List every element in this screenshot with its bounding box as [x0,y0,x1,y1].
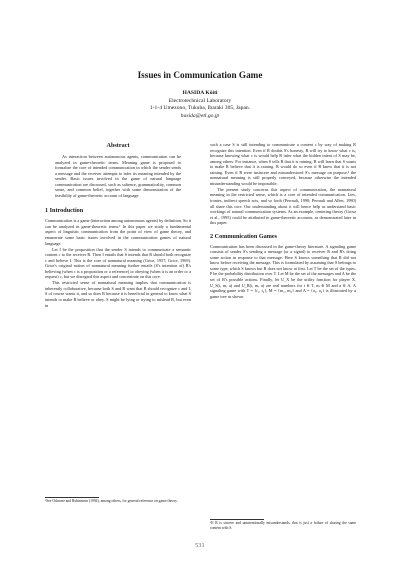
abstract-heading: Abstract [106,142,130,149]
section-1-paragraph: Communication is a game (interaction among autonomous agents) by definition. So it can be analyzed in game-theoretic terms.¹ In this paper we study a fundamental aspect of linguistic communication from the point of view of game theory, and enumerate some basic issues involved in the communication games of natural language. [45,218,191,246]
section-1-paragraph: The present study concerns this aspect of communication, the nonnatural meaning in the restricted sense, which is a core of intended communication. Lies, ironies, indirect speech acts, and so forth (Perrault, 1990; Perrault and Allen, 1980) all share this core. Our understanding about it will hence help us understand basic workings of natural communication systems. As an example, centering theory (Grosz et al., 1995) could be attributed to game-theoretic accounts, as demonstrated later in this paper. [210,186,356,226]
author-affiliation: Electrotechnical Laboratory [168,97,232,104]
right-column [210,142,356,299]
section-2-heading: 2 Communication Games [210,232,278,240]
section-1-heading: 1 Introduction [45,207,84,215]
author-email: hasida@etl.go.jp [180,112,220,119]
footnote-2: ²If R is sincere and unintentionally misunderstands, that is just a failure of sharing the same content with S. [210,521,356,530]
abstract-text: As interaction between autonomous agents, communication can be analyzed in game-theoretic terms. Meaning game is proposed to formalize the core of intended communication in which the sender sends a message and the receiver attempts to infer its meaning intended by the sender. Basic issues involved in the game of natural language communication are discussed, such as salience, grammaticality, common sense, and common belief, together with some demonstration of the feasibility of game-theoretic account of language. [55,154,181,198]
author-name: HASIDA Kôiti [182,90,218,96]
footnote-rule [45,497,99,498]
paper-title: Issues in Communication Game [137,70,263,80]
continued-paragraph: such a case S is still intending to communicate a content c by way of making R recognize this intention. Even if R doubts S's honesty, R will try to know what c is, because knowing what c is would help R infer what the hidden intent of S may be, among others. For instance, when S tells R that it is raining, R will learn that S wants to make R believe that it is raining. R would do so even if R knew that it is not raining. Even if R were insincere and misunderstood S's message on purpose,² the nonnatural meaning is still properly conveyed, because otherwise the intended misunderstanding would be impossible. [210,142,356,186]
abstract-body [45,154,191,198]
section-1-paragraph: Let I be the proposition that the sender S intends to communicate a semantic content c to the receiver R. Then I entails that S intends that R should both recognize c and believe I. This is the core of nonnatural meaning (Grice, 1957; Grice, 1969). Grice's original notion of nonnatural meaning further entails (S's intention of) R's believing (when c is a proposition or a reference) or obeying (when it is an order or a request) c, but we disregard this aspect and concentrate on this core. [45,246,191,280]
footnote-1: ¹See Osborne and Rubinstein (1994), among others, for general reference on game theory. [45,499,178,503]
author-address: 1-1-4 Umezono, Tukuba, Ibaraki 305, Japan. [149,105,251,112]
section-2-paragraph: Communication has been discussed in the game-theory literature. A signaling game consists of sender S's sending a message (or a signal) to receiver R and R's doing some action in response to that message. Here S knows something that R did not know before receiving the message. This is formulated by assuming that S belongs to some type, which S knows but R does not know at first. Let T be the set of the types, P be the probability distribution over T. Let M be the set of the messages and A be the set of R's possible actions. Finally, let U_X be the utility function for player X. U_S(t, m, a) and U_R(t, m, a) are real numbers for t ∈ T, m ∈ M and a ∈ A. A signaling game with T = {t₁, t₂}, M = {m₁, m₂} and A = {a₁, a₂} is illustrated by a game tree as shown [210,243,356,299]
page-number: 531 [195,543,205,549]
left-column [45,142,191,308]
section-1-paragraph: This restricted sense of nonnatural meaning implies that communication is inherently collaborative, because both S and R want that R should recognize c and I. S of course wants it, and so does R because it is beneficial in general to know what S intends to make R believe or obey. S might be lying or trying to mislead R, but even in [45,280,191,308]
footnote-rule [210,519,264,520]
author-block [0,90,400,120]
